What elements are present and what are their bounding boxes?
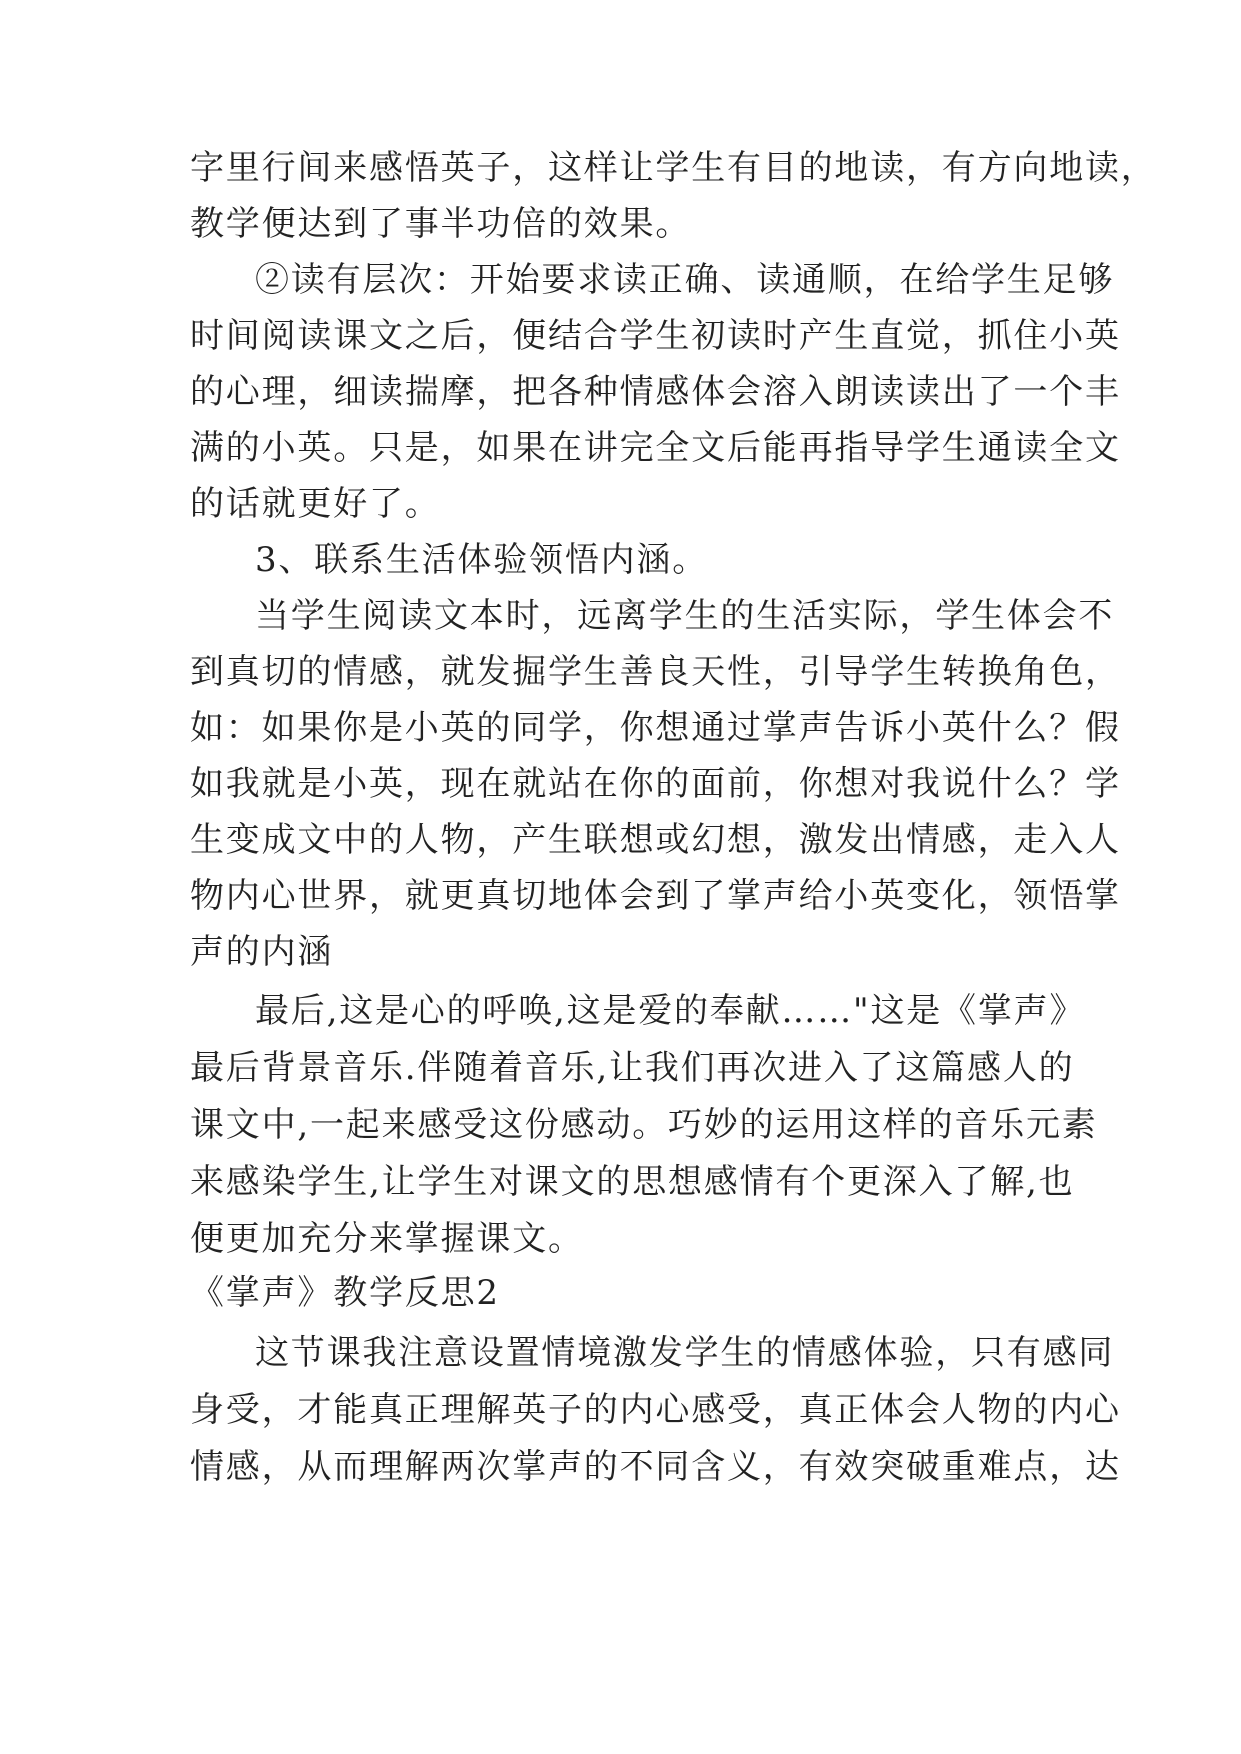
body-text-line: 课文中,一起来感受这份感动。巧妙的运用这样的音乐元素 xyxy=(190,1105,1098,1145)
body-text-line: 如我就是小英，现在就站在你的面前，你想对我说什么？学 xyxy=(190,764,1121,804)
paragraph-first-line: 当学生阅读文本时，远离学生的生活实际，学生体会不 xyxy=(255,596,1115,636)
body-text-line: 生变成文中的人物，产生联想或幻想，激发出情感，走入人 xyxy=(190,820,1121,860)
body-text-line: 字里行间来感悟英子，这样让学生有目的地读，有方向地读， xyxy=(190,148,1157,188)
body-text-line: 到真切的情感，就发掘学生善良天性，引导学生转换角色， xyxy=(190,652,1121,692)
body-text-line: 来感染学生,让学生对课文的思想感情有个更深入了解,也 xyxy=(190,1162,1075,1202)
body-text-line: 如：如果你是小英的同学，你想通过掌声告诉小英什么？假 xyxy=(190,708,1121,748)
body-text-line: 的话就更好了。 xyxy=(190,484,441,524)
paragraph-first-line: ②读有层次：开始要求读正确、读通顺，在给学生足够 xyxy=(255,260,1115,300)
body-text-line: 身受，才能真正理解英子的内心感受，真正体会人物的内心 xyxy=(190,1390,1121,1430)
section-title: 《掌声》教学反思2 xyxy=(190,1273,500,1313)
paragraph-first-line: 最后,这是心的呼唤,这是爱的奉献……"这是《掌声》 xyxy=(255,991,1086,1031)
body-text-line: 时间阅读课文之后，便结合学生初读时产生直觉，抓住小英 xyxy=(190,316,1121,356)
body-text-line: 满的小英。只是，如果在讲完全文后能再指导学生通读全文 xyxy=(190,428,1121,468)
body-text-line: 便更加充分来掌握课文。 xyxy=(190,1219,584,1259)
body-text-line: 的心理，细读揣摩，把各种情感体会溶入朗读读出了一个丰 xyxy=(190,372,1121,412)
body-text-line: 声的内涵 xyxy=(190,932,334,972)
paragraph-first-line: 这节课我注意设置情境激发学生的情感体验，只有感同 xyxy=(255,1333,1115,1373)
body-text-line: 教学便达到了事半功倍的效果。 xyxy=(190,204,692,244)
section-heading: 3、联系生活体验领悟内涵。 xyxy=(255,540,709,580)
body-text-line: 物内心世界，就更真切地体会到了掌声给小英变化，领悟掌 xyxy=(190,876,1121,916)
body-text-line: 情感，从而理解两次掌声的不同含义，有效突破重难点，达 xyxy=(190,1447,1121,1487)
body-text-line: 最后背景音乐.伴随着音乐,让我们再次进入了这篇感人的 xyxy=(190,1048,1075,1088)
